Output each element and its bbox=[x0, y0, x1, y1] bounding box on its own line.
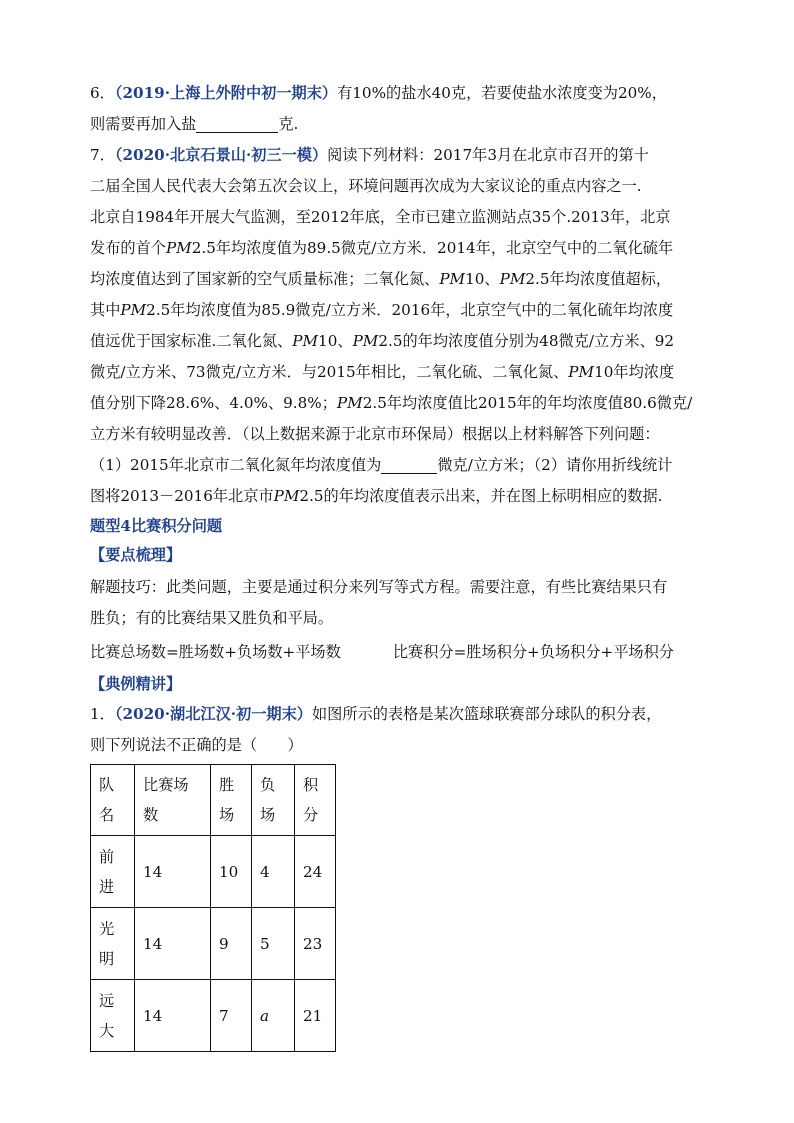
q7-text-4a: 发布的首个 bbox=[90, 239, 166, 257]
team-text: 进 bbox=[99, 877, 115, 896]
table-header-row bbox=[91, 765, 336, 836]
q7-line-9 bbox=[90, 388, 712, 419]
header-cell-points bbox=[295, 765, 336, 836]
q7-line-2 bbox=[90, 171, 712, 202]
q7-line-1 bbox=[90, 140, 712, 171]
q7-line-10 bbox=[90, 419, 712, 450]
q7-line-7 bbox=[90, 326, 712, 357]
q6-source: （2019·上海上外附中初一期末） bbox=[114, 84, 338, 102]
ex1-text-2: 则下列说法不正确的是（ ） bbox=[90, 736, 303, 754]
q7-number: 7． bbox=[90, 146, 115, 164]
q6-text-2a: 则需要再加入盐 bbox=[90, 115, 197, 133]
tips-text-2: 胜负；有的比赛结果又胜负和平局。 bbox=[90, 609, 333, 627]
q7-text-1: 阅读下列材料：2017年3月在北京市召开的第十 bbox=[327, 146, 649, 164]
formula-right: 比赛积分=胜场积分+负场积分+平场积分 bbox=[392, 643, 674, 661]
q7-answer-blank[interactable] bbox=[381, 454, 437, 474]
header-text: 队 bbox=[99, 776, 115, 794]
q6-line-1 bbox=[90, 78, 712, 109]
q7-text-4b: 2.5年均浓度值为89.5微克/立方米．2014年，北京空气中的二氧化硫年 bbox=[191, 239, 674, 257]
ex1-text-1: 如图所示的表格是某次篮球联赛部分球队的积分表， bbox=[311, 705, 662, 723]
standings-table bbox=[90, 764, 336, 1052]
tips-line-1 bbox=[90, 572, 712, 603]
q7-text-7c: 2.5的年均浓度值分别为48微克/立方米、92 bbox=[378, 332, 675, 350]
team-cell bbox=[91, 908, 135, 980]
games-cell: 14 bbox=[135, 908, 211, 980]
q7-text-6b: 2.5年均浓度值为85.9微克/立方米．2016年，北京空气中的二氧化硫年均浓度 bbox=[146, 301, 674, 319]
team-text: 远 bbox=[99, 991, 115, 1010]
wins-cell: 7 bbox=[211, 980, 252, 1052]
q7-line-5 bbox=[90, 264, 712, 295]
q7-text-9b: 2.5年均浓度值比2015年的年均浓度值80.6微克/ bbox=[362, 394, 693, 412]
pm-symbol: PM bbox=[568, 363, 595, 381]
key-points-heading: 【要点梳理】 bbox=[90, 546, 182, 564]
q7-text-7a: 值远优于国家标准.二氧化氮、 bbox=[90, 332, 293, 350]
q7-text-8a: 微克/立方米、73微克/立方米．与2015年相比，二氧化硫、二氧化氮、 bbox=[90, 363, 569, 381]
q7-line-6 bbox=[90, 295, 712, 326]
pm-symbol: PM bbox=[352, 332, 379, 350]
pm-symbol: PM bbox=[273, 487, 300, 505]
q7-text-2: 二届全国人民代表大会第五次会议上，环境问题再次成为大家议论的重点内容之一. bbox=[90, 177, 642, 195]
pm-symbol: PM bbox=[165, 239, 192, 257]
losses-cell: 5 bbox=[252, 908, 295, 980]
points-cell: 24 bbox=[295, 836, 336, 908]
q6-line-2 bbox=[90, 109, 712, 140]
pm-symbol: PM bbox=[499, 270, 526, 288]
q7-line-12 bbox=[90, 481, 712, 512]
header-text: 比赛场 bbox=[143, 776, 189, 794]
formula-left: 比赛总场数=胜场数+负场数+平场数 bbox=[90, 643, 341, 661]
header-text: 胜 bbox=[219, 776, 235, 794]
table-row bbox=[91, 836, 336, 908]
examples-heading: 【典例精讲】 bbox=[90, 675, 182, 693]
header-cell-team bbox=[91, 765, 135, 836]
wins-cell: 10 bbox=[211, 836, 252, 908]
header-text: 场 bbox=[260, 806, 276, 824]
table-row bbox=[91, 980, 336, 1052]
table-row bbox=[91, 908, 336, 980]
q7-text-12b: 2.5的年均浓度值表示出来，并在图上标明相应的数据. bbox=[299, 487, 663, 505]
wins-cell: 9 bbox=[211, 908, 252, 980]
q7-text-7b: 10、 bbox=[318, 332, 353, 350]
team-text: 明 bbox=[99, 949, 115, 968]
ex1-line-1 bbox=[90, 699, 712, 730]
losses-cell: 4 bbox=[252, 836, 295, 908]
q7-text-5b: 10、 bbox=[465, 270, 500, 288]
q6-number: 6． bbox=[90, 84, 115, 102]
team-text: 前 bbox=[99, 847, 115, 866]
q7-line-11 bbox=[90, 450, 712, 481]
ex1-number: 1． bbox=[90, 705, 115, 723]
header-cell-wins bbox=[211, 765, 252, 836]
formula-line bbox=[90, 634, 712, 670]
pm-symbol: PM bbox=[292, 332, 319, 350]
header-text: 积 bbox=[303, 776, 319, 794]
games-cell: 14 bbox=[135, 980, 211, 1052]
q7-text-11b: 微克/立方米；（2）请你用折线统计 bbox=[437, 456, 673, 474]
section-title: 题型4比赛积分问题 bbox=[90, 517, 223, 535]
team-text: 光 bbox=[99, 919, 115, 938]
q7-text-5a: 均浓度值达到了国家新的空气质量标准；二氧化氮、 bbox=[90, 270, 440, 288]
q7-text-6a: 其中 bbox=[90, 301, 121, 319]
q7-source: （2020·北京石景山·初三一模） bbox=[114, 146, 328, 164]
ex1-line-2 bbox=[90, 730, 712, 761]
team-cell bbox=[91, 980, 135, 1052]
q7-text-11a: （1）2015年北京市二氧化氮年均浓度值为 bbox=[90, 456, 382, 474]
q7-text-3: 北京自1984年开展大气监测，至2012年底，全市已建立监测站点35个.2013年，北京 bbox=[90, 208, 671, 226]
q7-text-10: 立方米有较明显改善．（以上数据来源于北京市环保局）根据以上材料解答下列问题： bbox=[90, 425, 660, 443]
pm-symbol: PM bbox=[439, 270, 466, 288]
header-text: 分 bbox=[303, 806, 319, 824]
losses-cell: a bbox=[252, 980, 295, 1052]
q7-line-4 bbox=[90, 233, 712, 264]
header-text: 场 bbox=[219, 806, 235, 824]
q6-answer-blank[interactable] bbox=[196, 113, 278, 133]
q7-text-8b: 10年均浓度 bbox=[594, 363, 675, 381]
points-cell: 21 bbox=[295, 980, 336, 1052]
points-cell: 23 bbox=[295, 908, 336, 980]
header-text: 名 bbox=[99, 806, 115, 824]
header-text: 数 bbox=[143, 806, 159, 824]
ex1-source: （2020·湖北江汉·初一期末） bbox=[114, 705, 312, 723]
games-cell: 14 bbox=[135, 836, 211, 908]
header-cell-losses bbox=[252, 765, 295, 836]
q6-text-2b: 克. bbox=[278, 115, 299, 133]
q7-text-9a: 值分别下降28.6%、4.0%、9.8%； bbox=[90, 394, 337, 412]
header-text: 负 bbox=[260, 776, 276, 794]
pm-symbol: PM bbox=[120, 301, 147, 319]
tips-line-2 bbox=[90, 603, 712, 634]
q7-text-5c: 2.5年均浓度值超标， bbox=[525, 270, 672, 288]
document-page bbox=[90, 78, 712, 1052]
tips-text-1: 解题技巧：此类问题，主要是通过积分来列写等式方程。需要注意，有些比赛结果只有 bbox=[90, 578, 668, 596]
q7-line-8 bbox=[90, 357, 712, 388]
pm-symbol: PM bbox=[336, 394, 363, 412]
q7-line-3 bbox=[90, 202, 712, 233]
q6-text-1: 有10%的盐水40克，若要使盐水浓度变为20%， bbox=[337, 84, 667, 102]
team-cell bbox=[91, 836, 135, 908]
q7-text-12a: 图将2013－2016年北京市 bbox=[90, 487, 274, 505]
team-text: 大 bbox=[99, 1021, 115, 1040]
header-cell-games bbox=[135, 765, 211, 836]
